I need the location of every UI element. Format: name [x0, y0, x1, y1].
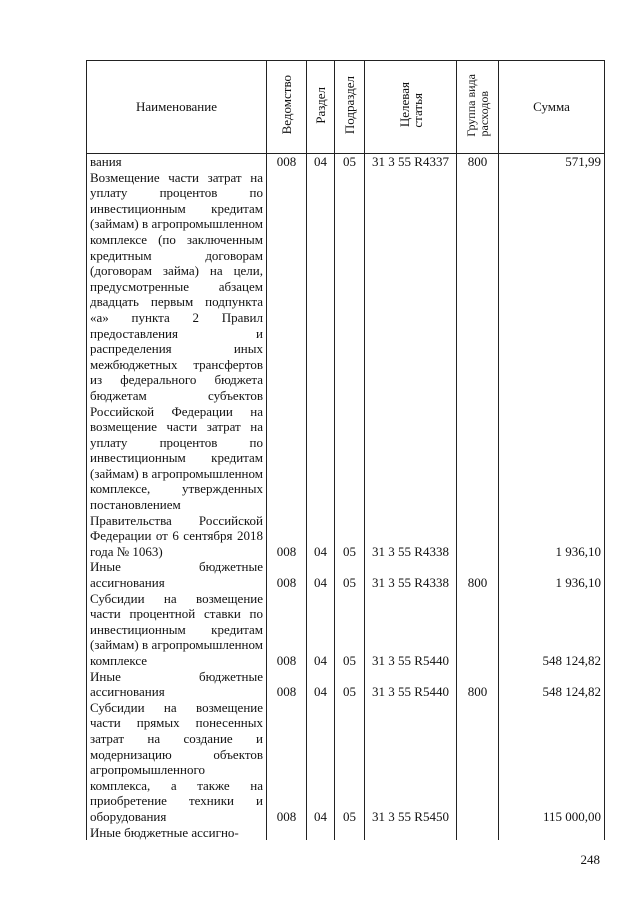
table-row [87, 591, 605, 669]
row-sum: 548 124,82 [499, 669, 605, 700]
row-target: 31 3 55 R4337 [365, 154, 457, 170]
row-section: 04 [307, 154, 335, 170]
row-target: 31 3 55 R4338 [365, 559, 457, 590]
row-subsection: 05 [335, 700, 365, 825]
row-group: 800 [457, 669, 499, 700]
header-group: Группа видарасходов [457, 61, 499, 154]
row-dept: 008 [267, 170, 307, 560]
row-group [457, 591, 499, 669]
row-target [365, 825, 457, 841]
table-row [87, 669, 605, 700]
row-name: Субсидии на возмещение части прямых понесенных затрат на создание и модернизацию объектов агропромышленного комплекса, а также на приобретение техники и оборудования [87, 700, 267, 825]
row-subsection: 05 [335, 591, 365, 669]
row-name: вания [87, 154, 267, 170]
table-header-row [87, 61, 605, 154]
row-target: 31 3 55 R5440 [365, 591, 457, 669]
row-section: 04 [307, 170, 335, 560]
row-group [457, 825, 499, 841]
row-sum: 1 936,10 [499, 559, 605, 590]
row-dept: 008 [267, 154, 307, 170]
row-group [457, 700, 499, 825]
row-group: 800 [457, 559, 499, 590]
row-dept: 008 [267, 669, 307, 700]
row-target: 31 3 55 R5450 [365, 700, 457, 825]
header-target: Целеваястатья [365, 61, 457, 154]
row-sum: 115 000,00 [499, 700, 605, 825]
row-target: 31 3 55 R4338 [365, 170, 457, 560]
row-subsection: 05 [335, 170, 365, 560]
row-name: Иные бюджетные ассигнования [87, 559, 267, 590]
row-section: 04 [307, 669, 335, 700]
table-row [87, 170, 605, 560]
row-sum: 548 124,82 [499, 591, 605, 669]
row-subsection: 05 [335, 154, 365, 170]
table-row [87, 559, 605, 590]
row-name: Иные бюджетные ассигнования [87, 669, 267, 700]
row-section [307, 825, 335, 841]
row-subsection [335, 825, 365, 841]
header-sum: Сумма [499, 61, 605, 154]
budget-table [86, 60, 605, 840]
table-row [87, 700, 605, 825]
row-name: Субсидии на возмещение части процентной ставки по инвестиционным кредитам (займам) в агропромышленном комплексе [87, 591, 267, 669]
row-sum: 1 936,10 [499, 170, 605, 560]
row-dept [267, 825, 307, 841]
row-name: Иные бюджетные ассигно- [87, 825, 267, 841]
row-section: 04 [307, 700, 335, 825]
row-target: 31 3 55 R5440 [365, 669, 457, 700]
row-section: 04 [307, 591, 335, 669]
table-row [87, 154, 605, 170]
row-subsection: 05 [335, 669, 365, 700]
row-section: 04 [307, 559, 335, 590]
header-name: Наименование [87, 61, 267, 154]
page-number: 248 [580, 852, 600, 867]
row-sum [499, 825, 605, 841]
row-subsection: 05 [335, 559, 365, 590]
row-dept: 008 [267, 559, 307, 590]
row-name: Возмещение части затрат на уплату процентов по инвестиционным кредитам (займам) в агропромышленном комплексе (по заключенным кредитным договорам (договорам займа) на цели, предусмотренные абзацем двадцать первым подпункта «а» пункта 2 Правил предоставления и распределения иных межбюджетных трансфертов из федерального бюджета бюджетам субъектов Российской Федерации на возмещение части затрат на уплату процентов по инвестиционным кредитам (займам) в агропромышленном комплексе, утвержденных постановлением Правительства Российской Федерации от 6 сентября 2018 года № 1063) [87, 170, 267, 560]
table-row [87, 825, 605, 841]
row-group: 800 [457, 154, 499, 170]
header-section: Раздел [307, 61, 335, 154]
header-subsection: Подраздел [335, 61, 365, 154]
row-dept: 008 [267, 591, 307, 669]
row-group [457, 170, 499, 560]
row-dept: 008 [267, 700, 307, 825]
row-sum: 571,99 [499, 154, 605, 170]
header-dept: Ведомство [267, 61, 307, 154]
